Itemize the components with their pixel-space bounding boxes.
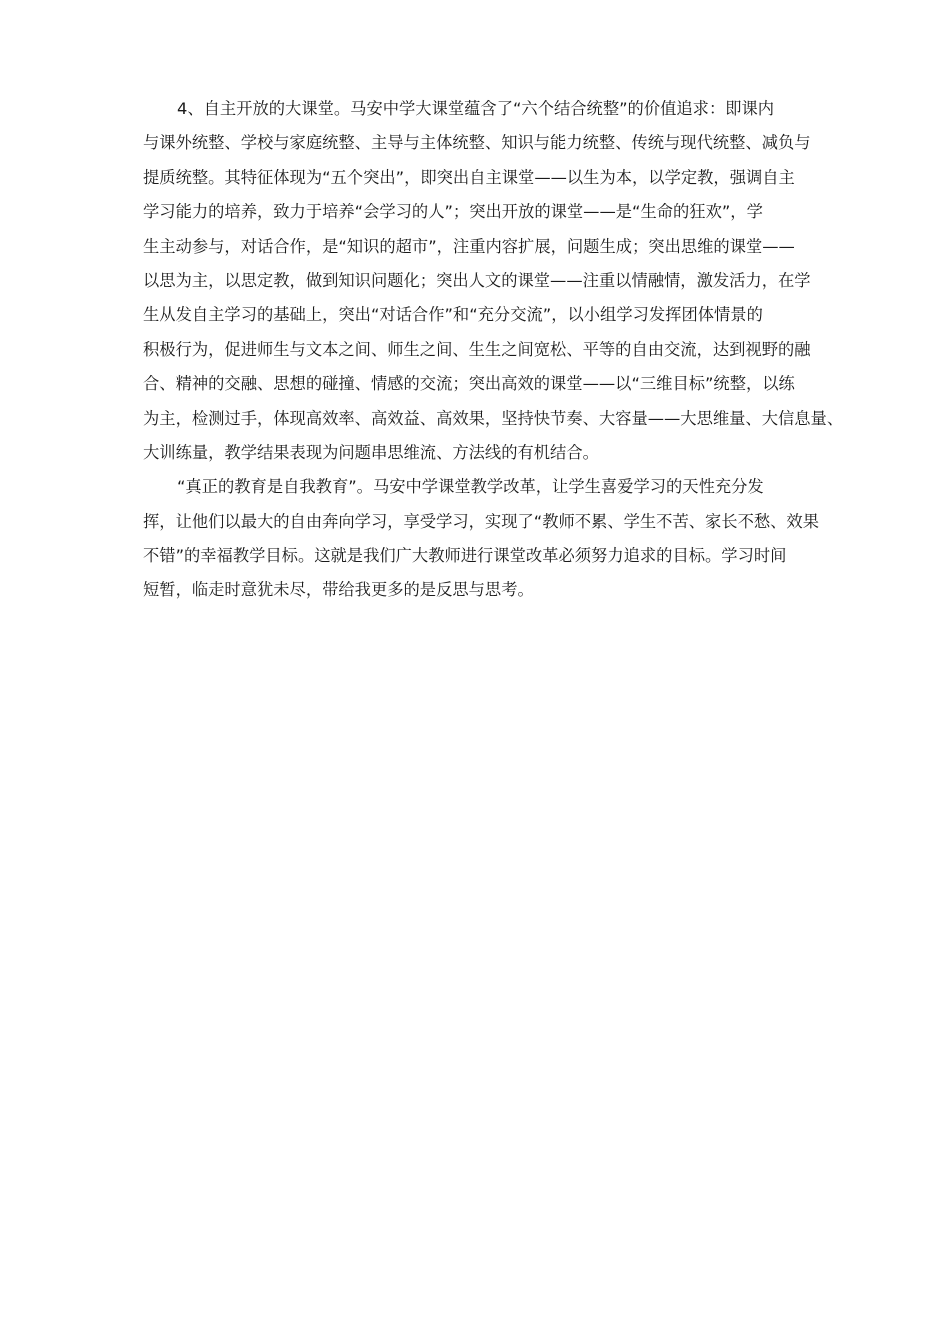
paragraph-line: 与课外统整、学校与家庭统整、主导与主体统整、知识与能力统整、传统与现代统整、减负与 xyxy=(143,133,811,153)
paragraph-line: 以思为主，以思定教，做到知识问题化；突出人文的课堂——注重以情融情，激发活力，在学 xyxy=(143,270,811,290)
paragraph-line: 生从发自主学习的基础上，突出“对话合作”和“充分交流”，以小组学习发挥团体情景的 xyxy=(143,305,763,325)
paragraph-line: 不错”的幸福教学目标。这就是我们广大教师进行课堂改革必须努力追求的目标。学习时间 xyxy=(143,546,787,566)
paragraph-line: 短暂，临走时意犹未尽，带给我更多的是反思与思考。 xyxy=(143,580,534,600)
paragraph-line: 学习能力的培养，致力于培养“会学习的人”；突出开放的课堂——是“生命的狂欢”，学 xyxy=(143,202,763,222)
paragraph-line: 提质统整。其特征体现为“五个突出”，即突出自主课堂——以生为本，以学定教，强调自主 xyxy=(143,167,795,187)
paragraph-line: 4、自主开放的大课堂。马安中学大课堂蕴含了“六个结合统整”的价值追求：即课内 xyxy=(177,99,775,118)
paragraph-line: 挥，让他们以最大的自由奔向学习，享受学习，实现了“教师不累、学生不苦、家长不愁、效果 xyxy=(143,511,819,531)
paragraph-self-directed-classroom xyxy=(143,92,844,470)
document-body xyxy=(143,92,844,608)
paragraph-line: 合、精神的交融、思想的碰撞、情感的交流；突出高效的课堂——以“三维目标”统整，以练 xyxy=(143,374,795,394)
paragraph-line: “真正的教育是自我教育”。马安中学课堂教学改革，让学生喜爱学习的天性充分发 xyxy=(177,477,764,497)
paragraph-true-education xyxy=(143,470,819,608)
paragraph-line: 大训练量，教学结果表现为问题串思维流、方法线的有机结合。 xyxy=(143,442,599,462)
paragraph-line: 生主动参与，对话合作，是“知识的超市”，注重内容扩展，问题生成；突出思维的课堂—— xyxy=(143,236,795,256)
paragraph-line: 为主，检测过手，体现高效率、高效益、高效果，坚持快节奏、大容量——大思维量、大信息量、 xyxy=(143,408,844,428)
paragraph-line: 积极行为，促进师生与文本之间、师生之间、生生之间宽松、平等的自由交流，达到视野的融 xyxy=(143,339,811,359)
